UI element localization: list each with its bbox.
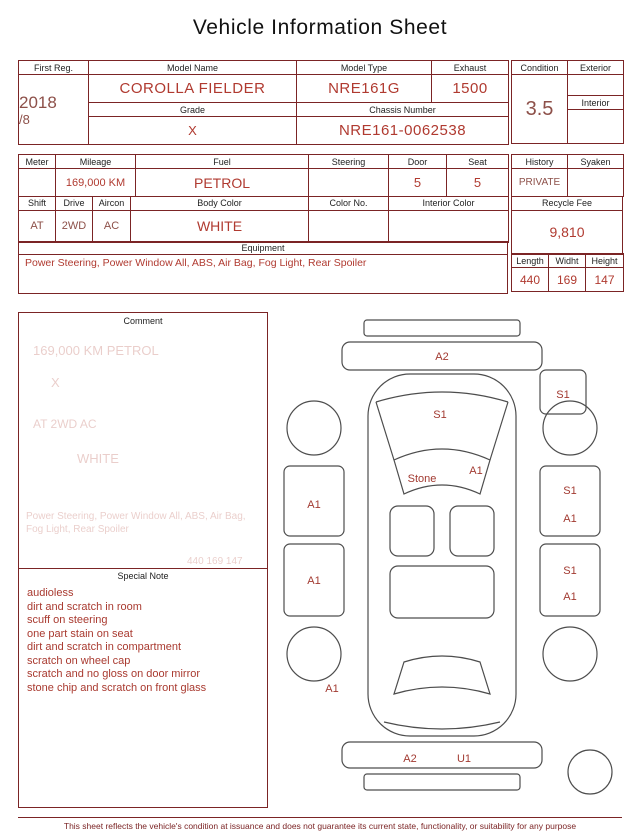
mileage-label: Mileage	[56, 155, 136, 169]
ghost-text: 169,000 KM PETROL	[33, 343, 159, 358]
front-left-wheel	[287, 401, 341, 455]
meter-row-table	[18, 154, 509, 197]
special-note-item: dirt and scratch in compartment	[27, 641, 182, 653]
interior-value	[568, 110, 624, 144]
aircon-label: Aircon	[93, 196, 131, 210]
interior-label: Interior	[568, 96, 624, 110]
meter-label: Meter	[19, 155, 56, 169]
special-note-divider	[19, 568, 267, 569]
model-type-value: NRE161G	[297, 75, 432, 103]
length-label: Length	[512, 254, 549, 268]
steering-value	[309, 169, 389, 197]
special-note-item: dirt and scratch in room	[27, 600, 142, 613]
car-condition-diagram	[272, 310, 630, 810]
damage-mark-right-door-1b: A1	[563, 513, 577, 525]
damage-mark-stone: Stone	[407, 473, 437, 485]
rear-right-wheel	[543, 627, 597, 681]
condition-value: 3.5	[512, 75, 568, 144]
special-note-item: scratch and no gloss on door mirror	[27, 668, 201, 680]
comment-label: Comment	[123, 316, 163, 326]
chassis-label: Chassis Number	[297, 103, 509, 117]
interior-color-label: Interior Color	[389, 196, 509, 210]
damage-mark-right-door-1a: S1	[563, 485, 577, 497]
front-right-seat	[450, 506, 494, 556]
special-note-label: Special Note	[117, 571, 169, 581]
first-reg-month: /8	[19, 111, 30, 127]
exhaust-value: 1500	[432, 75, 509, 103]
comment-panel	[18, 312, 268, 808]
recycle-fee-value: 9,810	[512, 210, 623, 254]
exterior-value	[568, 75, 624, 96]
model-name-value: COROLLA FIELDER	[89, 75, 297, 103]
grade-label: Grade	[89, 103, 297, 117]
ghost-text: Power Steering, Power Window All, ABS, Air Bag,	[26, 511, 246, 522]
car-top-view-illustration	[272, 310, 630, 810]
registration-main-table	[18, 60, 509, 145]
recycle-fee-label: Recycle Fee	[512, 196, 623, 210]
chassis-value: NRE161-0062538	[297, 117, 509, 145]
fuel-value: PETROL	[136, 169, 309, 197]
special-note-item: scuff on steering	[27, 614, 108, 626]
disclaimer-text: This sheet reflects the vehicle's condition at issuance and does not guarantee its current state, functionality, or suitability for any purpose	[18, 817, 622, 831]
condition-label: Condition	[512, 61, 568, 75]
condition-table	[511, 60, 624, 144]
aircon-value: AC	[93, 210, 131, 242]
right-front-door-panel	[540, 466, 600, 536]
dimensions-table	[511, 253, 624, 292]
history-table	[511, 154, 624, 197]
color-no-label: Color No.	[309, 196, 389, 210]
fuel-label: Fuel	[136, 155, 309, 169]
drive-value: 2WD	[56, 210, 93, 242]
width-label: Widht	[549, 254, 586, 268]
right-rear-door-panel	[540, 544, 600, 616]
model-name-label: Model Name	[89, 61, 297, 75]
exterior-label: Exterior	[568, 61, 624, 75]
model-type-label: Model Type	[297, 61, 432, 75]
special-note-item: audioless	[27, 587, 74, 599]
meter-value	[19, 169, 56, 197]
rear-bumper	[342, 742, 542, 768]
rear-trim-bar	[364, 774, 520, 790]
ghost-text: 440 169 147	[187, 556, 243, 567]
first-reg-label: First Reg.	[19, 61, 89, 75]
syaken-label: Syaken	[568, 155, 624, 169]
history-label: History	[512, 155, 568, 169]
mileage-value: 169,000 KM	[56, 169, 136, 197]
syaken-value	[568, 169, 624, 197]
ghost-text: X	[51, 375, 60, 390]
door-label: Door	[389, 155, 447, 169]
special-note-item: stone chip and scratch on front glass	[27, 681, 207, 694]
exhaust-label: Exhaust	[432, 61, 509, 75]
hood-line	[376, 392, 508, 402]
registration-table	[18, 60, 624, 145]
history-value: PRIVATE	[512, 169, 568, 197]
width-value: 169	[549, 268, 586, 292]
damage-mark-right-fender: S1	[556, 389, 570, 401]
interior-color-value	[389, 210, 509, 242]
height-value: 147	[586, 268, 624, 292]
body-color-label: Body Color	[131, 196, 309, 210]
special-note-item: scratch on wheel cap	[27, 654, 131, 667]
rear-window	[394, 656, 490, 694]
door-value: 5	[389, 169, 447, 197]
front-right-wheel	[543, 401, 597, 455]
damage-mark-left-door-2: A1	[307, 575, 321, 587]
rear-left-wheel	[287, 627, 341, 681]
damage-mark-left-rear: A1	[325, 683, 339, 695]
damage-mark-front-bumper: A2	[435, 351, 449, 363]
special-note-item: one part stain on seat	[27, 627, 133, 640]
rear-bench-seat	[390, 566, 494, 618]
color-no-value	[309, 210, 389, 242]
grade-value: X	[89, 117, 297, 145]
length-value: 440	[512, 268, 549, 292]
recycle-fee-table	[511, 196, 623, 255]
page-title: Vehicle Information Sheet	[192, 16, 448, 39]
shift-row-table	[18, 196, 509, 243]
damage-mark-hood: S1	[433, 409, 447, 421]
first-reg-year: 2018	[19, 92, 57, 112]
details-left-column	[18, 154, 509, 294]
damage-mark-left-door-1: A1	[307, 499, 321, 511]
drive-label: Drive	[56, 196, 93, 210]
damage-mark-right-door-2a: S1	[563, 565, 577, 577]
special-note-list	[27, 587, 263, 695]
damage-mark-windshield: A1	[469, 465, 483, 477]
front-trim-bar	[364, 320, 520, 336]
damage-mark-rear-bumper-b: U1	[456, 753, 472, 765]
ghost-text: Fog Light, Rear Spoiler	[26, 524, 129, 535]
details-right-column	[511, 154, 624, 292]
equipment-table	[18, 241, 508, 294]
car-body-outline	[368, 374, 516, 736]
details-table	[18, 154, 624, 294]
equipment-value: Power Steering, Power Window All, ABS, Air Bag, Fog Light, Rear Spoiler	[19, 255, 508, 294]
spare-wheel	[568, 750, 612, 794]
shift-label: Shift	[19, 196, 56, 210]
trunk-line	[384, 722, 500, 729]
equipment-label: Equipment	[19, 242, 508, 255]
ghost-text: WHITE	[77, 451, 119, 466]
shift-value: AT	[19, 210, 56, 242]
steering-label: Steering	[309, 155, 389, 169]
damage-mark-rear-bumper-a: A2	[403, 753, 417, 765]
seat-label: Seat	[447, 155, 509, 169]
front-left-seat	[390, 506, 434, 556]
body-color-value: WHITE	[131, 210, 309, 242]
ghost-text: AT 2WD AC	[33, 417, 97, 431]
seat-value: 5	[447, 169, 509, 197]
first-reg-value	[19, 75, 89, 145]
height-label: Height	[586, 254, 624, 268]
damage-mark-right-door-2b: A1	[563, 591, 577, 603]
